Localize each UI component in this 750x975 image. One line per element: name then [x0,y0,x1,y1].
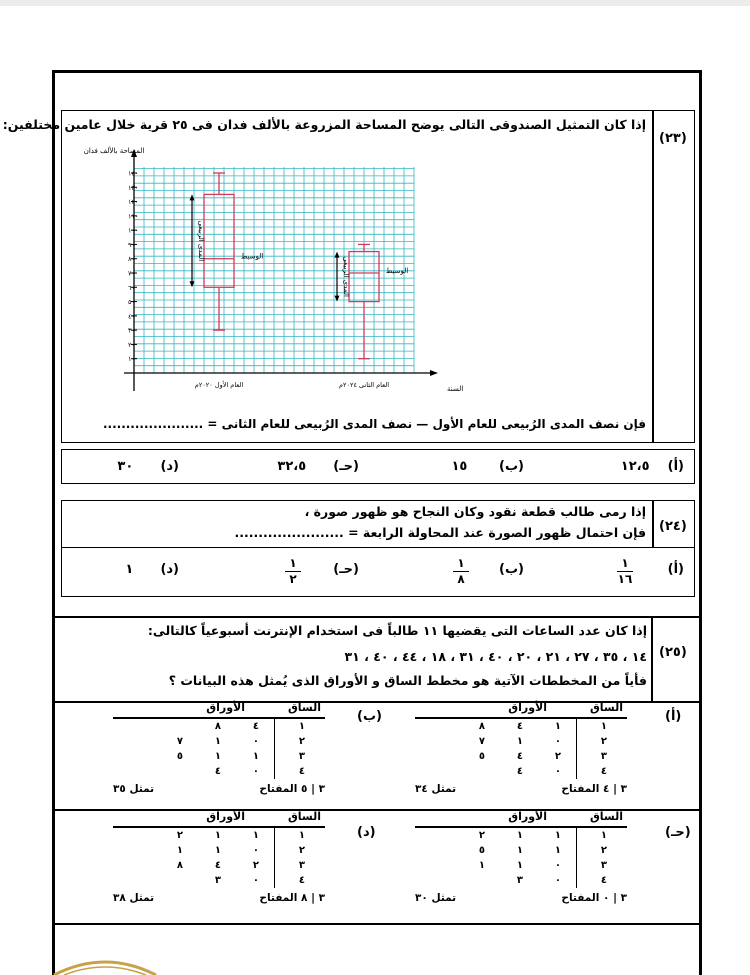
y-tick-label: ٢٠ [128,340,135,349]
stem-value: ٢ [600,845,607,856]
leaf-value: ٠ [252,766,259,777]
header-rule [415,826,627,828]
leaf-value: ٤ [516,766,523,777]
leaf-value: ٠ [252,845,259,856]
leaf-value: ٤ [516,751,523,762]
y-axis-ticks [128,170,138,364]
y-tick-label: ١٤٠ [128,169,139,178]
option-c-fraction[interactable]: ١ ٢ [285,556,301,587]
iqr-box [204,194,234,287]
leaf-value: ١ [516,830,523,841]
stem-value: ٤ [600,875,607,886]
question-text: فإن نصف المدى الرُبيعى للعام الأول — نصف المدى الرُبيعى للعام الثانى = ...................... [102,417,646,431]
option-label: (حـ) [333,459,359,474]
leaf-value: ٢ [176,830,183,841]
stem-leaf-plot-b[interactable] [113,701,325,809]
leaf-value: ٣ [214,875,221,886]
y-axis-label: المساحة بالألف فدان [83,147,145,155]
y-tick-label: ٧٠ [128,269,135,278]
key-legend [113,783,325,795]
iqr-label: المدى الربيعى [342,256,350,297]
y-tick-label: ١٠٠ [128,226,139,235]
header-rule [113,826,325,828]
stem-value: ٤ [298,875,305,886]
key-meaning: تمثل ٣٥ [113,783,155,795]
stem-value: ٤ [600,766,607,777]
leaf-value: ٥ [478,845,485,856]
leaf-value: ٨ [176,860,183,871]
leaf-value: ٠ [252,875,259,886]
question-prompt: إذا كان التمثيل الصندوقى التالى يوضح المساحة المزروعة بالألف فدان فى ٢٥ قرية خلال عامين مختلفين: [2,117,646,132]
iqr-arrow-head [335,296,340,302]
stem-leaf-plot-a[interactable] [415,701,627,809]
option-b-fraction[interactable]: ١ ٨ [453,556,469,587]
leaf-value: ٤ [252,721,259,732]
option-a-fraction[interactable]: ١ ١٦ [617,556,633,586]
leaf-value: ١ [478,860,485,871]
stem-leaf-plot-d[interactable] [113,810,325,918]
iqr-arrow-head [335,252,340,258]
leaf-value: ٢ [554,751,561,762]
stem-value: ٤ [298,766,305,777]
leaf-value: ٧ [478,736,485,747]
option-label: (أ) [667,459,684,474]
y-tick-label: ٤٠ [128,312,135,321]
y-tick-label: ١٢٠ [128,198,139,207]
y-tick-label: ٨٠ [128,255,135,264]
stem-header: الساق [287,701,321,714]
leaf-value: ٠ [554,875,561,886]
header-rule [415,717,627,719]
stem-value: ٢ [600,736,607,747]
stem-header: الساق [589,810,623,823]
key-legend [415,783,627,795]
y-tick-label: ٦٠ [128,283,135,292]
chart-grid [134,167,414,373]
box-plot-chart [72,139,464,407]
question-number: (٢٥) [659,645,687,660]
option-c[interactable] [277,459,359,474]
stem-header: الساق [287,810,321,823]
leaf-value: ١ [554,721,561,732]
q23-question-box [2,110,695,443]
category-label: العام الأول ٢٠٢٠م [194,381,244,389]
stem-value: ١ [298,721,305,732]
leaf-value: ٨ [478,721,485,732]
stem-value: ٣ [600,860,607,871]
leaf-value: ١ [214,830,221,841]
leaf-value: ١ [214,751,221,762]
logo-fragment [50,955,160,975]
key-example: ٣ | ٤ المفتاح [561,783,627,795]
x-axis-label: السنة [447,385,464,393]
exam-sheet [2,70,702,975]
stem-value: ٣ [298,860,305,871]
option-c-label[interactable]: (حـ) [665,825,691,840]
y-tick-label: ١٠ [128,355,135,364]
header-rule [113,717,325,719]
leaf-header: الأوراق [508,810,547,823]
box-plot-2 [335,244,409,389]
leaf-value: ٥ [478,751,485,762]
option-b-label[interactable]: (ب) [499,562,524,577]
stem-leaf-separator [576,719,578,779]
leaf-header: الأوراق [508,701,547,714]
x-axis-arrow [430,370,438,376]
option-a-label[interactable]: (أ) [665,709,682,724]
leaf-value: ٣ [516,875,523,886]
key-meaning: تمثل ٣٤ [415,783,457,795]
option-value: ١٢،٥ [620,459,650,474]
stem-header: الساق [589,701,623,714]
question-line-1: إذا كان عدد الساعات التى يقضيها ١١ طالباً فى استخدام الإنترنت أسبوعياً كالتالى: [147,623,647,638]
stem-leaf-separator [274,719,276,779]
stem-value: ٢ [298,736,305,747]
leaf-value: ١ [516,845,523,856]
leaf-value: ١ [214,845,221,856]
question-number: (٢٤) [659,519,687,534]
leaf-value: ٤ [214,766,221,777]
stem-value: ٣ [600,751,607,762]
option-c-label[interactable]: (حـ) [333,562,359,577]
leaf-value: ١ [554,830,561,841]
option-d[interactable]: (د) ١ [125,562,179,577]
median-label: الوسيط [240,252,264,261]
option-label: (ب) [499,459,524,474]
option-d-label[interactable]: (د) [357,825,376,840]
option-value: ٣٠ [117,459,134,474]
key-example: ٣ | ٨ المفتاح [259,892,325,904]
top-strip [0,0,750,6]
option-value: ١٥ [451,459,468,474]
key-example: ٣ | ٥ المفتاح [259,783,325,795]
stem-value: ١ [298,830,305,841]
option-a-label[interactable]: (أ) [667,562,684,577]
question-line-3: فأياً من المخططات الآتية هو مخطط الساق و الأوراق الذى يُمثل هذه البيانات ؟ [168,673,647,688]
key-legend [113,892,325,904]
option-a[interactable] [621,459,684,474]
data-values: ١٤ ، ٣٥ ، ٢٧ ، ٢١ ، ٢٠ ، ٤٠ ، ٣١ ، ١٨ ، ٤٤ ، ٤٠ ، ٣١ [344,649,647,664]
stem-value: ٢ [298,845,305,856]
question-line-2: فإن احتمال ظهور الصورة عند المحاولة الرابعة = ....................... [234,525,646,540]
stem-value: ١ [600,830,607,841]
leaf-value: ٨ [214,721,221,732]
option-b[interactable] [451,459,524,474]
leaf-value: ٠ [252,736,259,747]
key-meaning: تمثل ٣٠ [415,892,457,904]
stem-leaf-separator [274,828,276,888]
q24-question-box [61,500,695,548]
y-tick-label: ٥٠ [128,298,135,307]
leaf-value: ٠ [554,766,561,777]
leaf-value: ١ [252,830,259,841]
iqr-label: المدى الربيعى [197,220,205,262]
leaf-header: الأوراق [206,810,245,823]
leaf-value: ٢ [478,830,485,841]
leaf-value: ٠ [554,736,561,747]
y-tick-label: ٣٠ [128,326,135,335]
option-label: (د) [160,459,179,474]
y-tick-label: ٩٠ [128,240,135,249]
median-label: الوسيط [385,267,409,275]
key-meaning: تمثل ٣٨ [113,892,155,904]
stem-value: ٣ [298,751,305,762]
leaf-value: ١ [516,736,523,747]
leaf-value: ١ [176,845,183,856]
key-example: ٣ | ٠ المفتاح [561,892,627,904]
leaf-value: ٤ [214,860,221,871]
leaf-value: ٧ [176,736,183,747]
question-line-1: إذا رمى طالب قطعة نقود وكان النجاح هو ظهور صورة ، [304,504,646,519]
category-label: العام الثانى ٢٠٢٤م [338,381,390,389]
option-value: ٣٢،٥ [277,459,307,474]
leaf-header: الأوراق [206,701,245,714]
key-legend [415,892,627,904]
option-d[interactable] [117,459,179,474]
leaf-value: ٠ [554,860,561,871]
y-tick-label: ١٣٠ [128,183,139,192]
question-number: (٢٣) [659,131,687,146]
q23-options-box [61,449,695,484]
stem-leaf-separator [576,828,578,888]
leaf-value: ٤ [516,721,523,732]
leaf-value: ٥ [176,751,183,762]
leaf-value: ١ [554,845,561,856]
leaf-value: ١ [214,736,221,747]
q24-options-box [61,547,695,597]
stem-leaf-plot-c[interactable] [415,810,627,918]
stem-value: ١ [600,721,607,732]
leaf-value: ٢ [252,860,259,871]
leaf-value: ١ [252,751,259,762]
leaf-value: ١ [516,860,523,871]
option-b-label[interactable]: (ب) [357,709,382,724]
y-tick-label: ١١٠ [128,212,139,221]
